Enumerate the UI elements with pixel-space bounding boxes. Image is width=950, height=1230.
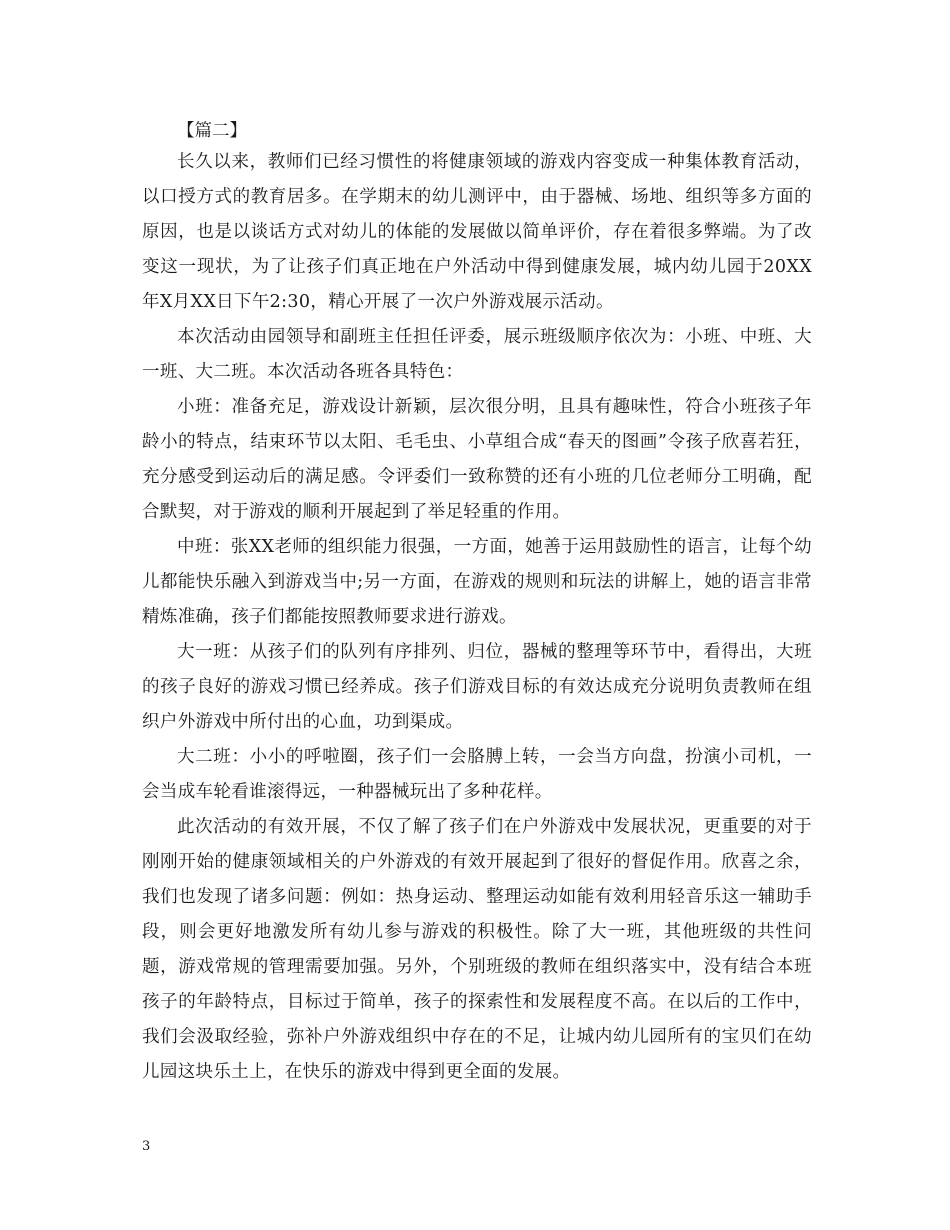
page-number: 3: [142, 1139, 151, 1154]
section-heading: 【篇二】: [177, 121, 247, 141]
paragraph-middle-class: 中班：张XX老师的组织能力很强，一方面，她善于运用鼓励性的语言，让每个幼儿都能快乐融入到游戏当中;另一方面，在游戏的规则和玩法的讲解上，她的语言非常精炼准确，孩子们都能按照教师要求进行游戏。: [142, 537, 812, 627]
paragraph-big-class-one: 大一班：从孩子们的队列有序排列、归位，器械的整理等环节中，看得出，大班的孩子良好的游戏习惯已经养成。孩子们游戏目标的有效达成充分说明负责教师在组织户外游戏中所付出的心血，功到渠成。: [142, 642, 812, 732]
paragraph-judges: 本次活动由园领导和副班主任担任评委，展示班级顺序依次为：小班、中班、大一班、大二班。本次活动各班各具特色：: [142, 327, 812, 382]
paragraph-intro: 长久以来，教师们已经习惯性的将健康领域的游戏内容变成一种集体教育活动，以口授方式的教育居多。在学期末的幼儿测评中，由于器械、场地、组织等多方面的原因，也是以谈话方式对幼儿的体能的发展做以简单评价，存在着很多弊端。为了改变这一现状，为了让孩子们真正地在户外活动中得到健康发展，城内幼儿园于20XX年X月XX日下午2:30，精心开展了一次户外游戏展示活动。: [142, 152, 812, 312]
paragraph-small-class: 小班：准备充足，游戏设计新颖，层次很分明，且具有趣味性，符合小班孩子年龄小的特点，结束环节以太阳、毛毛虫、小草组合成“春天的图画”令孩子欣喜若狂，充分感受到运动后的满足感。令评委们一致称赞的还有小班的几位老师分工明确，配合默契，对于游戏的顺利开展起到了举足轻重的作用。: [142, 397, 812, 522]
paragraph-big-class-two: 大二班：小小的呼啦圈，孩子们一会胳膊上转，一会当方向盘，扮演小司机，一会当成车轮看谁滚得远，一种器械玩出了多种花样。: [142, 747, 812, 802]
document-body: [142, 117, 812, 1090]
paragraph-conclusion: 此次活动的有效开展，不仅了解了孩子们在户外游戏中发展状况，更重要的对于刚刚开始的健康领域相关的户外游戏的有效开展起到了很好的督促作用。欣喜之余，我们也发现了诸多问题：例如：热身运动、整理运动如能有效利用轻音乐这一辅助手段，则会更好地激发所有幼儿参与游戏的积极性。除了大一班，其他班级的共性问题，游戏常规的管理需要加强。另外，个别班级的教师在组织落实中，没有结合本班孩子的年龄特点，目标过于简单，孩子的探索性和发展程度不高。在以后的工作中，我们会汲取经验，弥补户外游戏组织中存在的不足，让城内幼儿园所有的宝贝们在幼儿园这块乐土上，在快乐的游戏中得到更全面的发展。: [142, 817, 812, 1082]
